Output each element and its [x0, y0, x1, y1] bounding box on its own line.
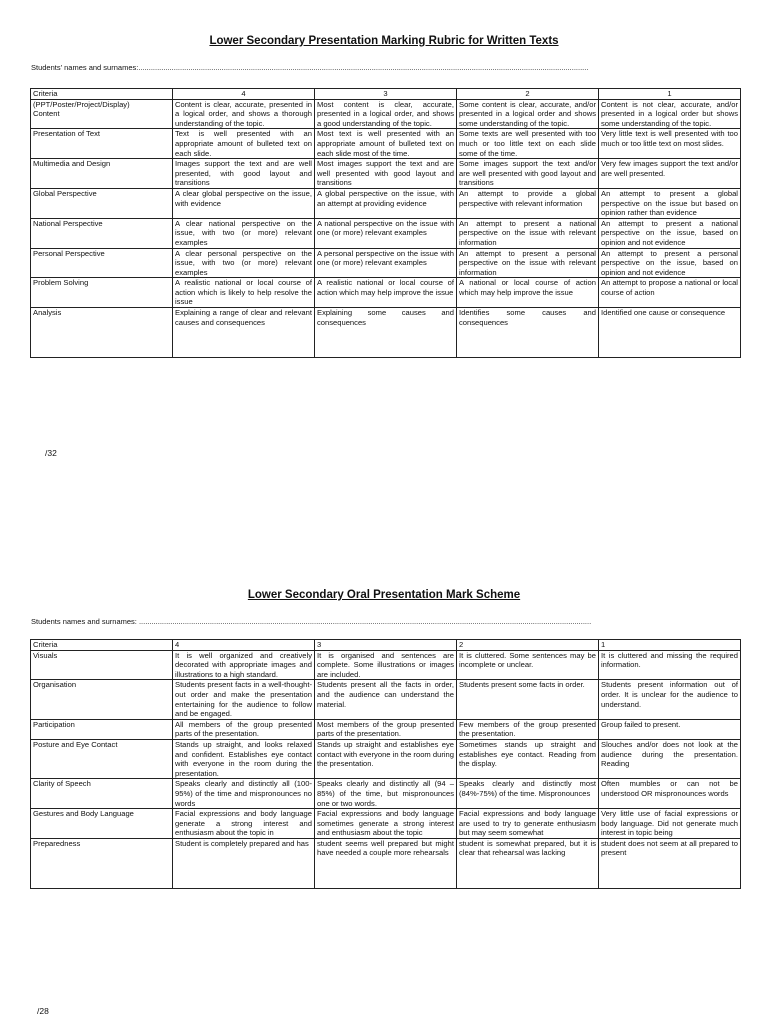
score-3-cell: Facial expressions and body language sometimes generate a strong interest and enthusiasm about the topic: [315, 809, 457, 839]
written-total-score: /32: [45, 448, 57, 458]
score-1-cell: Slouches and/or does not look at the audience during the presentation. Reading: [599, 739, 741, 778]
header-score-3: 3: [315, 640, 457, 651]
criteria-cell: Clarity of Speech: [31, 779, 173, 809]
score-3-cell: A personal perspective on the issue with one (or more) relevant examples: [315, 248, 457, 278]
score-2-cell: Some texts are well presented with too much or too little text on each slide some of the time.: [457, 129, 599, 159]
score-4-cell: Explaining a range of clear and relevant causes and consequences: [173, 308, 315, 358]
written-rubric-title: Lower Secondary Presentation Marking Rubric for Written Texts: [209, 35, 559, 47]
score-1-cell: Students present information out of order. It is unclear for the audience to understand.: [599, 680, 741, 719]
score-4-cell: It is well organized and creatively decorated with appropriate images and illustrations to a high standard.: [173, 650, 315, 680]
criteria-cell: Problem Solving: [31, 278, 173, 308]
score-4-cell: Stands up straight, and looks relaxed and confident. Establishes eye contact with everyone in the room during the presentation.: [173, 739, 315, 778]
score-1-cell: An attempt to propose a national or local course of action: [599, 278, 741, 308]
table-row: [31, 218, 741, 248]
header-criteria: Criteria: [31, 89, 173, 100]
score-3-cell: Explaining some causes and consequences: [315, 308, 457, 358]
score-4-cell: Content is clear, accurate, presented in a logical order, and shows a thorough understanding of the topic.: [173, 99, 315, 129]
score-3-cell: Most content is clear, accurate, presented in a logical order, and shows a good understanding of the topic.: [315, 99, 457, 129]
header-score-4: 4: [173, 640, 315, 651]
criteria-cell: Analysis: [31, 308, 173, 358]
score-2-cell: Some images support the text and/or are well presented with good layout and transitions: [457, 159, 599, 189]
score-2-cell: An attempt to present a personal perspective on the issue with relevant information: [457, 248, 599, 278]
table-row: [31, 308, 741, 358]
oral-scheme-table: [30, 639, 741, 889]
criteria-cell: National Perspective: [31, 218, 173, 248]
score-2-cell: Few members of the group presented the presentation.: [457, 719, 599, 739]
table-row: [31, 779, 741, 809]
score-4-cell: A clear personal perspective on the issue, with two (or more) relevant examples: [173, 248, 315, 278]
score-4-cell: Facial expressions and body language generate a strong interest and enthusiasm about the topic in: [173, 809, 315, 839]
score-1-cell: Identified one cause or consequence: [599, 308, 741, 358]
table-row: [31, 99, 741, 129]
criteria-cell: Personal Perspective: [31, 248, 173, 278]
score-1-cell: Group failed to present.: [599, 719, 741, 739]
score-3-cell: A global perspective on the issue, with an attempt at providing evidence: [315, 188, 457, 218]
oral-scheme-title: Lower Secondary Oral Presentation Mark Scheme: [247, 589, 521, 601]
table-row: [31, 278, 741, 308]
score-4-cell: A realistic national or local course of action which is likely to help resolve the issue: [173, 278, 315, 308]
table-row: [31, 188, 741, 218]
score-2-cell: Identifies some causes and consequences: [457, 308, 599, 358]
score-3-cell: It is organised and sentences are complete. Some illustrations or images are included.: [315, 650, 457, 680]
criteria-cell: Presentation of Text: [31, 129, 173, 159]
header-score-4: 4: [173, 89, 315, 100]
score-1-cell: Very little text is well presented with too much or too little text on most slides.: [599, 129, 741, 159]
score-1-cell: Very little use of facial expressions or body language. Did not generate much interest in topic being: [599, 809, 741, 839]
table-row: [31, 159, 741, 189]
score-4-cell: Student is completely prepared and has: [173, 838, 315, 888]
score-3-cell: A realistic national or local course of action which may help improve the issue: [315, 278, 457, 308]
score-3-cell: student seems well prepared but might have needed a couple more rehearsals: [315, 838, 457, 888]
header-score-2: 2: [457, 640, 599, 651]
score-1-cell: Often mumbles or can not be understood OR mispronounces words: [599, 779, 741, 809]
score-2-cell: Sometimes stands up straight and establishes eye contact. Reading from the display.: [457, 739, 599, 778]
criteria-cell: Global Perspective: [31, 188, 173, 218]
score-2-cell: An attempt to present a national perspective on the issue with relevant information: [457, 218, 599, 248]
score-1-cell: Content is not clear, accurate, and/or presented in a logical order but shows some understanding of the topic.: [599, 99, 741, 129]
score-3-cell: Most members of the group presented parts of the presentation.: [315, 719, 457, 739]
score-3-cell: Most text is well presented with an appropriate amount of bulleted text on each slide most of the time.: [315, 129, 457, 159]
score-4-cell: All members of the group presented parts of the presentation.: [173, 719, 315, 739]
header-score-1: 1: [599, 89, 741, 100]
score-2-cell: Speaks clearly and distinctly most (84%-75%) of the time. Mispronounces: [457, 779, 599, 809]
score-2-cell: student is somewhat prepared, but it is clear that rehearsal was lacking: [457, 838, 599, 888]
score-1-cell: An attempt to present a national perspective on the issue, based on opinion and not evidence: [599, 218, 741, 248]
table-row: [31, 680, 741, 719]
written-rubric-table: [30, 88, 741, 358]
table-row: [31, 248, 741, 278]
score-1-cell: It is cluttered and missing the required information.: [599, 650, 741, 680]
score-3-cell: Speaks clearly and distinctly all (94 –85%) of the time, but mispronounces one or two words.: [315, 779, 457, 809]
score-2-cell: A national or local course of action which may help improve the issue: [457, 278, 599, 308]
criteria-cell: Visuals: [31, 650, 173, 680]
table-row: [31, 739, 741, 778]
criteria-cell: Posture and Eye Contact: [31, 739, 173, 778]
criteria-cell: Participation: [31, 719, 173, 739]
table-row: [31, 838, 741, 888]
score-2-cell: It is cluttered. Some sentences may be incomplete or unclear.: [457, 650, 599, 680]
score-4-cell: Images support the text and are well presented, with good layout and transitions: [173, 159, 315, 189]
oral-student-names-line: Students names and surnames: .........................................................................................................................................................................................................................: [31, 617, 592, 626]
oral-header-row: [31, 640, 741, 651]
score-3-cell: Most images support the text and are well presented with good layout and transitions: [315, 159, 457, 189]
table-row: [31, 650, 741, 680]
table-row: [31, 719, 741, 739]
written-student-names-line: Students' names and surnames:........................................................................................................................................................................................................................: [31, 63, 589, 72]
score-3-cell: Stands up straight and establishes eye contact with everyone in the room during the presentation.: [315, 739, 457, 778]
score-1-cell: An attempt to present a global perspective on the issue but based on opinion rather than evidence: [599, 188, 741, 218]
score-3-cell: A national perspective on the issue with one (or more) relevant examples: [315, 218, 457, 248]
criteria-cell: Preparedness: [31, 838, 173, 888]
score-4-cell: Speaks clearly and distinctly all (100-95%) of the time and mispronounces no words: [173, 779, 315, 809]
header-score-1: 1: [599, 640, 741, 651]
criteria-cell: Organisation: [31, 680, 173, 719]
score-4-cell: Text is well presented with an appropriate amount of bulleted text on each slide.: [173, 129, 315, 159]
criteria-cell: (PPT/Poster/Project/Display) Content: [31, 99, 173, 129]
score-2-cell: Students present some facts in order.: [457, 680, 599, 719]
criteria-cell: Multimedia and Design: [31, 159, 173, 189]
score-2-cell: An attempt to provide a global perspective with relevant information: [457, 188, 599, 218]
score-4-cell: A clear national perspective on the issue, with two (or more) relevant examples: [173, 218, 315, 248]
score-3-cell: Students present all the facts in order, and the audience can understand the material.: [315, 680, 457, 719]
header-score-2: 2: [457, 89, 599, 100]
score-2-cell: Some content is clear, accurate, and/or presented in a logical order and shows some understanding of the topic.: [457, 99, 599, 129]
score-2-cell: Facial expressions and body language are used to try to generate enthusiasm but may seem somewhat: [457, 809, 599, 839]
header-score-3: 3: [315, 89, 457, 100]
table-row: [31, 129, 741, 159]
score-4-cell: A clear global perspective on the issue, with evidence: [173, 188, 315, 218]
score-4-cell: Students present facts in a well-thought-out order and make the presentation entertaining for the audience to follow and be engaged.: [173, 680, 315, 719]
table-row: [31, 809, 741, 839]
score-1-cell: An attempt to present a personal perspective on the issue, based on opinion and not evidence: [599, 248, 741, 278]
score-1-cell: Very few images support the text and/or are well presented.: [599, 159, 741, 189]
header-criteria: Criteria: [31, 640, 173, 651]
criteria-cell: Gestures and Body Language: [31, 809, 173, 839]
written-header-row: [31, 89, 741, 100]
score-1-cell: student does not seem at all prepared to present: [599, 838, 741, 888]
oral-total-score: /28: [37, 1006, 49, 1016]
